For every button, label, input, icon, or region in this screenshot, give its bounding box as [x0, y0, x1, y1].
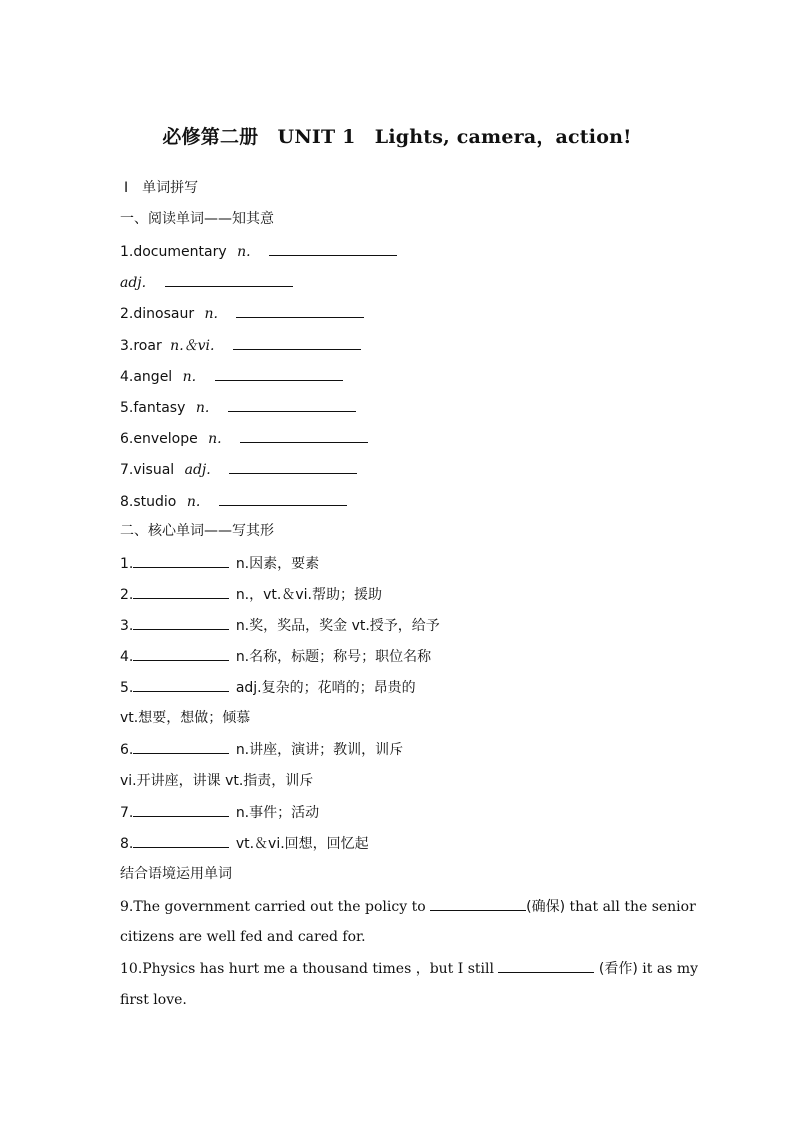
part-of-speech: n.: [208, 431, 222, 447]
part-of-speech: adj.: [184, 462, 211, 478]
word-label: 2.dinosaur: [120, 306, 195, 322]
list-item: [120, 241, 397, 262]
definition-continued: vi.开讲座，讲课 vt.指责，训斥: [120, 773, 314, 789]
word-label: 4.angel: [120, 369, 173, 385]
item-number: 7.: [120, 805, 134, 821]
part-of-speech: n.: [204, 306, 218, 322]
section-heading: Ⅰ 单词拼写: [124, 180, 199, 196]
part-of-speech: n.: [186, 494, 201, 510]
definition-continued: vt.想要，想做；倾慕: [120, 710, 251, 726]
word-label: 3.roar: [120, 338, 162, 354]
part-of-speech: n.＆vi.: [170, 338, 215, 354]
page-title: 必修第二册 UNIT 1 Lights, camera，action!: [162, 126, 632, 148]
answer-blank[interactable]: [269, 241, 397, 256]
word-label: 8.studio: [120, 494, 177, 510]
definition: n.名称，标题；称号；职位名称: [235, 649, 432, 665]
item-number: 1.: [120, 556, 134, 572]
part3-heading: 结合语境运用单词: [120, 866, 232, 882]
question-9-continued: citizens are well fed and cared for.: [120, 929, 366, 945]
list-item: [120, 584, 382, 605]
part-of-speech: n.: [195, 400, 210, 416]
list-item: [120, 615, 440, 636]
list-item: [120, 397, 356, 418]
question-9: [120, 896, 696, 917]
list-item: [120, 677, 416, 698]
part2-heading: 二、核心单词——写其形: [120, 523, 274, 539]
answer-blank[interactable]: [133, 553, 229, 568]
list-item: [120, 303, 364, 324]
answer-blank[interactable]: [133, 646, 229, 661]
definition: adj.复杂的；花哨的；昂贵的: [235, 680, 416, 696]
answer-blank[interactable]: [133, 615, 229, 630]
question-text: it as my: [642, 961, 699, 977]
list-item: [120, 739, 403, 760]
list-item: [120, 459, 357, 480]
list-item: [120, 833, 369, 854]
list-item: [120, 802, 319, 823]
answer-blank[interactable]: [228, 397, 356, 412]
hint: (确保): [526, 899, 566, 915]
word-label: 5.fantasy: [120, 400, 186, 416]
item-number: 3.: [120, 618, 134, 634]
word-label: 1.documentary: [120, 244, 227, 260]
answer-blank[interactable]: [430, 896, 526, 911]
word-label: 7.visual: [120, 462, 175, 478]
list-item: [120, 366, 343, 387]
answer-blank[interactable]: [215, 366, 343, 381]
list-item: [120, 553, 319, 574]
question-10: [120, 958, 699, 979]
question-10-continued: first love.: [120, 992, 187, 1008]
part-of-speech: adj.: [120, 275, 147, 291]
answer-blank[interactable]: [498, 958, 594, 973]
answer-blank[interactable]: [219, 491, 347, 506]
list-item: [120, 272, 293, 293]
answer-blank[interactable]: [133, 677, 229, 692]
answer-blank[interactable]: [233, 335, 361, 350]
definition: n.因素，要素: [235, 556, 320, 572]
answer-blank[interactable]: [229, 459, 357, 474]
item-number: 2.: [120, 587, 134, 603]
list-item: [120, 428, 368, 449]
answer-blank[interactable]: [240, 428, 368, 443]
definition: n.，vt.＆vi.帮助；援助: [235, 587, 382, 603]
list-item: [120, 646, 431, 667]
question-text: 9.The government carried out the policy to: [120, 899, 426, 915]
item-number: 5.: [120, 680, 134, 696]
question-text: that all the senior: [569, 899, 696, 915]
answer-blank[interactable]: [133, 802, 229, 817]
answer-blank[interactable]: [133, 584, 229, 599]
part-of-speech: n.: [182, 369, 197, 385]
definition: n.讲座，演讲；教训，训斥: [235, 742, 404, 758]
answer-blank[interactable]: [165, 272, 293, 287]
hint: (看作): [598, 961, 638, 977]
item-number: 8.: [120, 836, 134, 852]
part1-heading: 一、阅读单词——知其意: [120, 211, 274, 227]
definition: vt.＆vi.回想，回忆起: [235, 836, 369, 852]
answer-blank[interactable]: [236, 303, 364, 318]
item-number: 6.: [120, 742, 134, 758]
list-item: [120, 335, 361, 356]
definition: n.奖，奖品，奖金 vt.授予，给予: [235, 618, 440, 634]
definition: n.事件；活动: [235, 805, 320, 821]
list-item: [120, 491, 347, 512]
answer-blank[interactable]: [133, 739, 229, 754]
part-of-speech: n.: [237, 244, 251, 260]
answer-blank[interactable]: [133, 833, 229, 848]
word-label: 6.envelope: [120, 431, 198, 447]
item-number: 4.: [120, 649, 134, 665]
question-text: 10.Physics has hurt me a thousand times ，but I still: [120, 961, 494, 977]
